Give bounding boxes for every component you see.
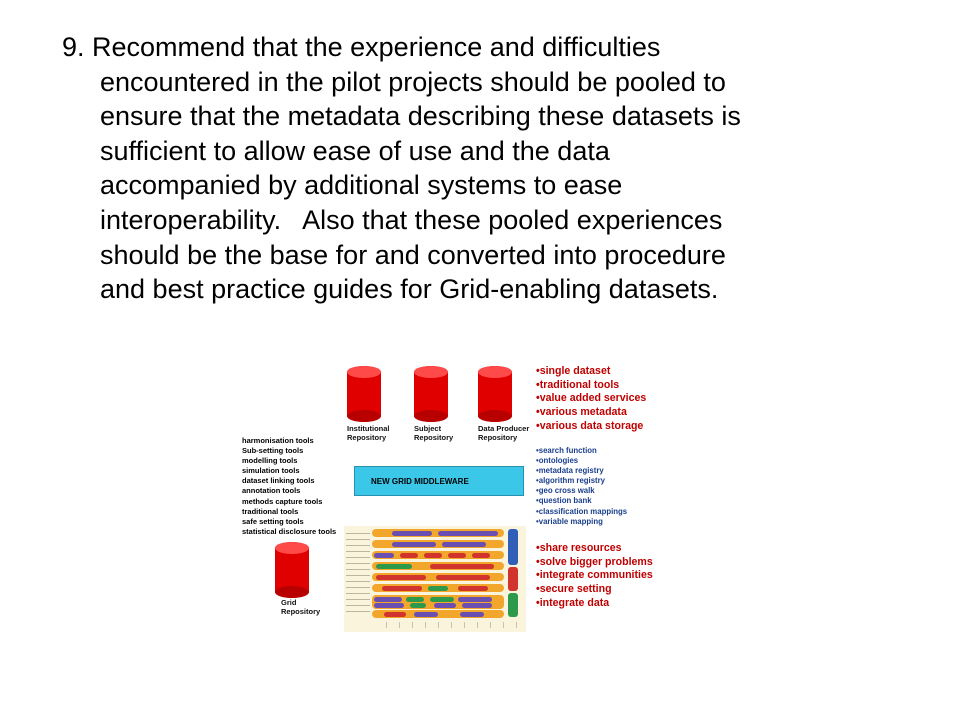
paragraph-line: encountered in the pilot projects should be pooled to bbox=[100, 66, 726, 97]
list-item: •integrate data bbox=[536, 596, 610, 609]
stack-component bbox=[458, 586, 488, 591]
stack-component bbox=[376, 564, 412, 569]
stack-component bbox=[374, 553, 394, 558]
paragraph-line: interoperability. Also that these pooled experiences bbox=[100, 204, 723, 235]
grid-benefits-list bbox=[536, 542, 653, 611]
tool-item: statistical disclosure tools bbox=[242, 526, 337, 536]
list-item: •geo cross walk bbox=[536, 486, 595, 496]
tool-item: annotation tools bbox=[242, 486, 301, 496]
stack-component bbox=[458, 597, 492, 602]
stack-component bbox=[384, 612, 406, 617]
institutional-repository-label: Institutional Repository bbox=[347, 424, 390, 442]
stack-component bbox=[414, 612, 438, 617]
paragraph-line: sufficient to allow ease of use and the data bbox=[100, 135, 610, 166]
stack-component bbox=[400, 553, 418, 558]
middleware-box: NEW GRID MIDDLEWARE bbox=[354, 466, 524, 496]
stack-side-column bbox=[508, 567, 518, 591]
paragraph-line: and best practice guides for Grid-enabling datasets. bbox=[100, 274, 719, 305]
data-producer-repository-icon bbox=[478, 366, 512, 422]
tool-item: simulation tools bbox=[242, 466, 300, 476]
middleware-services-list bbox=[536, 446, 627, 527]
stack-component bbox=[376, 575, 426, 580]
stack-side-column bbox=[508, 593, 518, 617]
tool-item: modelling tools bbox=[242, 456, 298, 466]
stack-component bbox=[438, 531, 498, 536]
stack-component bbox=[430, 564, 494, 569]
stack-side-column bbox=[508, 529, 518, 565]
stack-component bbox=[442, 542, 486, 547]
subject-repository-label: Subject Repository bbox=[414, 424, 454, 442]
grid-architecture-diagram bbox=[344, 526, 526, 632]
list-item: •integrate communities bbox=[536, 569, 653, 582]
list-item: •solve bigger problems bbox=[536, 555, 653, 568]
stack-component bbox=[374, 603, 404, 608]
list-item: •various metadata bbox=[536, 406, 627, 419]
tools-list bbox=[242, 436, 336, 537]
stack-component bbox=[406, 597, 424, 602]
stack-component bbox=[424, 553, 442, 558]
stack-component bbox=[460, 612, 484, 617]
institutional-repository-icon bbox=[347, 366, 381, 422]
recommendation-paragraph bbox=[62, 30, 912, 307]
list-item: •classification mappings bbox=[536, 506, 628, 516]
stack-component bbox=[410, 603, 426, 608]
paragraph-line: should be the base for and converted into procedure bbox=[100, 239, 726, 270]
stack-component bbox=[392, 542, 436, 547]
tool-item: methods capture tools bbox=[242, 496, 323, 506]
stack-component bbox=[430, 597, 454, 602]
stack-component bbox=[382, 586, 422, 591]
list-item: •algorithm registry bbox=[536, 476, 606, 486]
stack-component bbox=[374, 597, 402, 602]
subject-repository-icon bbox=[414, 366, 448, 422]
list-item: •ontologies bbox=[536, 456, 579, 466]
list-item: •value added services bbox=[536, 392, 647, 405]
tool-item: traditional tools bbox=[242, 506, 299, 516]
paragraph-line: 9. Recommend that the experience and difficulties bbox=[62, 32, 661, 62]
list-item: •single dataset bbox=[536, 365, 611, 377]
stack-component bbox=[392, 531, 432, 536]
dataset-features-list bbox=[536, 365, 646, 434]
tool-item: safe setting tools bbox=[242, 516, 304, 526]
stack-component bbox=[434, 603, 456, 608]
list-item: •traditional tools bbox=[536, 378, 620, 391]
paragraph-line: ensure that the metadata describing these datasets is bbox=[100, 101, 741, 132]
list-item: •question bank bbox=[536, 496, 592, 506]
stack-component bbox=[472, 553, 490, 558]
list-item: •secure setting bbox=[536, 583, 612, 596]
stack-component bbox=[436, 575, 490, 580]
list-item: •metadata registry bbox=[536, 466, 604, 476]
grid-repository-icon bbox=[275, 542, 309, 598]
stack-component bbox=[428, 586, 448, 591]
list-item: •variable mapping bbox=[536, 516, 603, 526]
tool-item: Sub-setting tools bbox=[242, 446, 304, 456]
list-item: •share resources bbox=[536, 542, 622, 554]
grid-repository-label: Grid Repository bbox=[281, 598, 321, 616]
stack-component bbox=[448, 553, 466, 558]
tool-item: harmonisation tools bbox=[242, 436, 314, 445]
paragraph-line: accompanied by additional systems to ease bbox=[100, 170, 623, 201]
stack-component bbox=[462, 603, 492, 608]
data-producer-repository-label: Data Producer Repository bbox=[478, 424, 530, 442]
stack-footer-legend bbox=[374, 622, 524, 628]
list-item: •various data storage bbox=[536, 419, 644, 432]
list-item: •search function bbox=[536, 446, 597, 455]
stack-row-label bbox=[346, 528, 370, 616]
tool-item: dataset linking tools bbox=[242, 476, 315, 486]
